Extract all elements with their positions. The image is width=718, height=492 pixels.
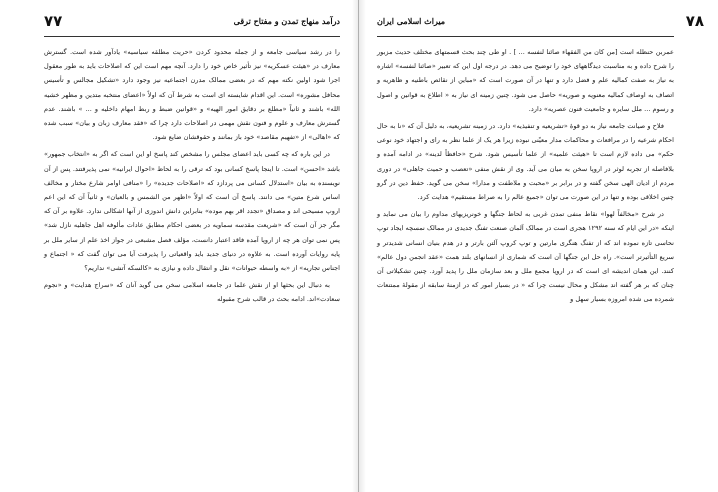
paragraph: در شرح «مخالفاً لهوا» نقاط منفی تمدن غربی به لحاظ جنگها و خونریزیهای مداوم را بیان می نماید و اینکه «در این ایام که سنه ۱۲۹۲ هجری است در ممالک آلمان صنعت تفنگ جدیدی در ممالک نمسچه ایجاد توپ نحاسی تازه نموده اند که از تفنگ هنگری مارتین و توپ کروپ آلتن بارتر و در هدم بنیان انسانی شدیدتر و سریع التأثیرتر است». راه حل این جنگها آن است که شماری از انسانهای بلند همت «عقد انجمن دول عالم» کنند. این همان اندیشه ای است که در اروپا مجمع ملل و بعد سازمان ملل را پدید آورد. چنین تشکیلاتی آن چنان که بر هر گفته اند مشکل و محال نیست چرا که « در بسیار امور که در ازمنۀ سابقه از مقولۀ ممتنعات شمرده می شده امروزه بسیار سهل و: [377, 210, 675, 304]
right-running-title: میراث اسلامی ایران: [377, 16, 446, 26]
paragraph: را در رشد سیاسی جامعه و از جمله محدود کردن «حریت مطلقه سیاسیه» یادآور شده است. گسترش معارف در «هیئت عسکریه» نیز تأثیر خاص خود را دارد. آنچه مهم است این که اصلاحات باید به طور معقول اجرا شود اولین نکته مهم که در بعضی ممالک مدرن اجتماعیه نیز وجود دارد «تشکیل مجالس و تأسیس محافل مشوره» است. این اقدام شایسته ای است به شرط آن که اولاً «اعضای منتخبه متدین و مظهر خشیه الله» باشند و ثانیاً «مطلع بر دقایق امور الهیه» و «قوانین ضبط و ربط امهام داخلیه و ... » باشند. عدم گسترش معارف و علوم و فنون نقش مهمی در اصلاحات دارد چرا که «فقد معارف زبان و بیان» سبب شده که «اهالی» از «تفهیم مقاصد» خود باز بمانند و حقوقشان ضایع شود.: [44, 48, 340, 142]
right-page-header: [377, 12, 704, 37]
left-page-header: [44, 14, 340, 37]
right-page-body: [377, 45, 674, 307]
paragraph: به دنبال این بحثها او از نقش علما در جامعه اسلامی سخن می گوید آنان که «سراج هدایت» و «نجوم سعادت»اند. ادامه بحث در قالب شرح مقبوله: [44, 281, 340, 304]
left-running-title: درآمد منهاج تمدن و مفتاح ترقی: [233, 16, 340, 26]
paragraph: در این باره که چه کسی باید اعضای مجلس را مشخص کند پاسخ او این است که اگر به «انتخاب جمهور» باشد «احسن» است. تا اینجا پاسخ کسانی بود که ترقی را به لحاظ «احوال ایرانیه» نمی پذیرفتند. پس از آن نویسنده به بیان «استدلال کسانی می پردازد که «اصلاحات جدیده» را «منافی اوامر شارع مختار و مخالف اساس شرع متین» می دانند. پاسخ آن است که اولاً «اظهر من الشمس و بالعیان» و ثانیاً آن که این اعم اروپ مسیحی اند و مصداق «تجدد اقر بهم موده» بنابراین دانش اندوزی از آنها اشکالی ندارد. علاوه بر آن که مگر جز آن است که «شریعت مقدسه سماویه در بعضی احکام مطابق عادات مألوفه اهل جاهلیه نازل شد» پس نمی توان هر چه از اروپا آمده فاقد اعتبار دانست، مؤلف فصل مشبعی در جواز اخذ علم از سایر ملل بر پایه روایات آورده است. به علاوه در دنیای جدید باید واقعیاتی را پذیرفت آیا می توان گفت که « اجتماع و اجناس تجاریه» از «به واسطه حیوانات» نقل و انتقال داده و نیازی به «کالسکه آتشی» نداریم؟: [44, 150, 340, 273]
paragraph: فلاح و صیانت جامعه نیاز به دو قوۀ «تشریعیه و تنفیذیه» دارد. در زمینه تشریعیه، به دلیل آن که «نا به حال احکام شرعیه را در مرافعات و محاکمات مدار معیّنی نبوده زیرا هر یک از علما نظر به رای و اجتهاد خود نوعی حکم» می داده لازم است تا «هیئت علمیه» از علما تأسیس شود. شرح «حافظاً لدینه» در ادامه آمده و بلافاصله از تجربه لوثر در اروپا سخن به میان می آید. وی از نقش منفی «تعصب و حمیت جاهلی» در دوری مردم از ادیان الهی سخن گفته و در برابر بر «محبت و ملاطفت و مدارا» سخن می گوید. حفظ دین در گرو چنین اخلاقی بوده و تنها در این صورت می توان «جمیع عالم را به صراط مستقیم» هدایت کرد.: [377, 122, 674, 202]
right-page: [359, 0, 718, 492]
left-page-number: ۷۷: [44, 12, 63, 30]
right-page-number: ۷۸: [685, 12, 704, 30]
paragraph: عمربن حنظله است [من کان من الفقهاء صائنا لنفسه ... ] . او طی چند بحث قسمتهای مختلف حدیث مزبور را شرح داده و به مناسبت دیدگاههای خود را توضیح می دهد. در درجه اول این که تعبیر «صائنا لنفسه» اشاره به نیاز به صفت کمالیه علم و فضل دارد و تنها در آن صورت است که «مباین از نقائص باطنیه و ظاهریه و اتصاف به اوصاف کمالیه معنویه و صوریه» حاصل می شود. چنین زمینه ای نیاز به « اطلاع به قوانین و اصول و رسوم ... ملل سایره و جامعیت فنون عصریه» دارد.: [377, 48, 674, 113]
left-page-body: [44, 45, 340, 307]
